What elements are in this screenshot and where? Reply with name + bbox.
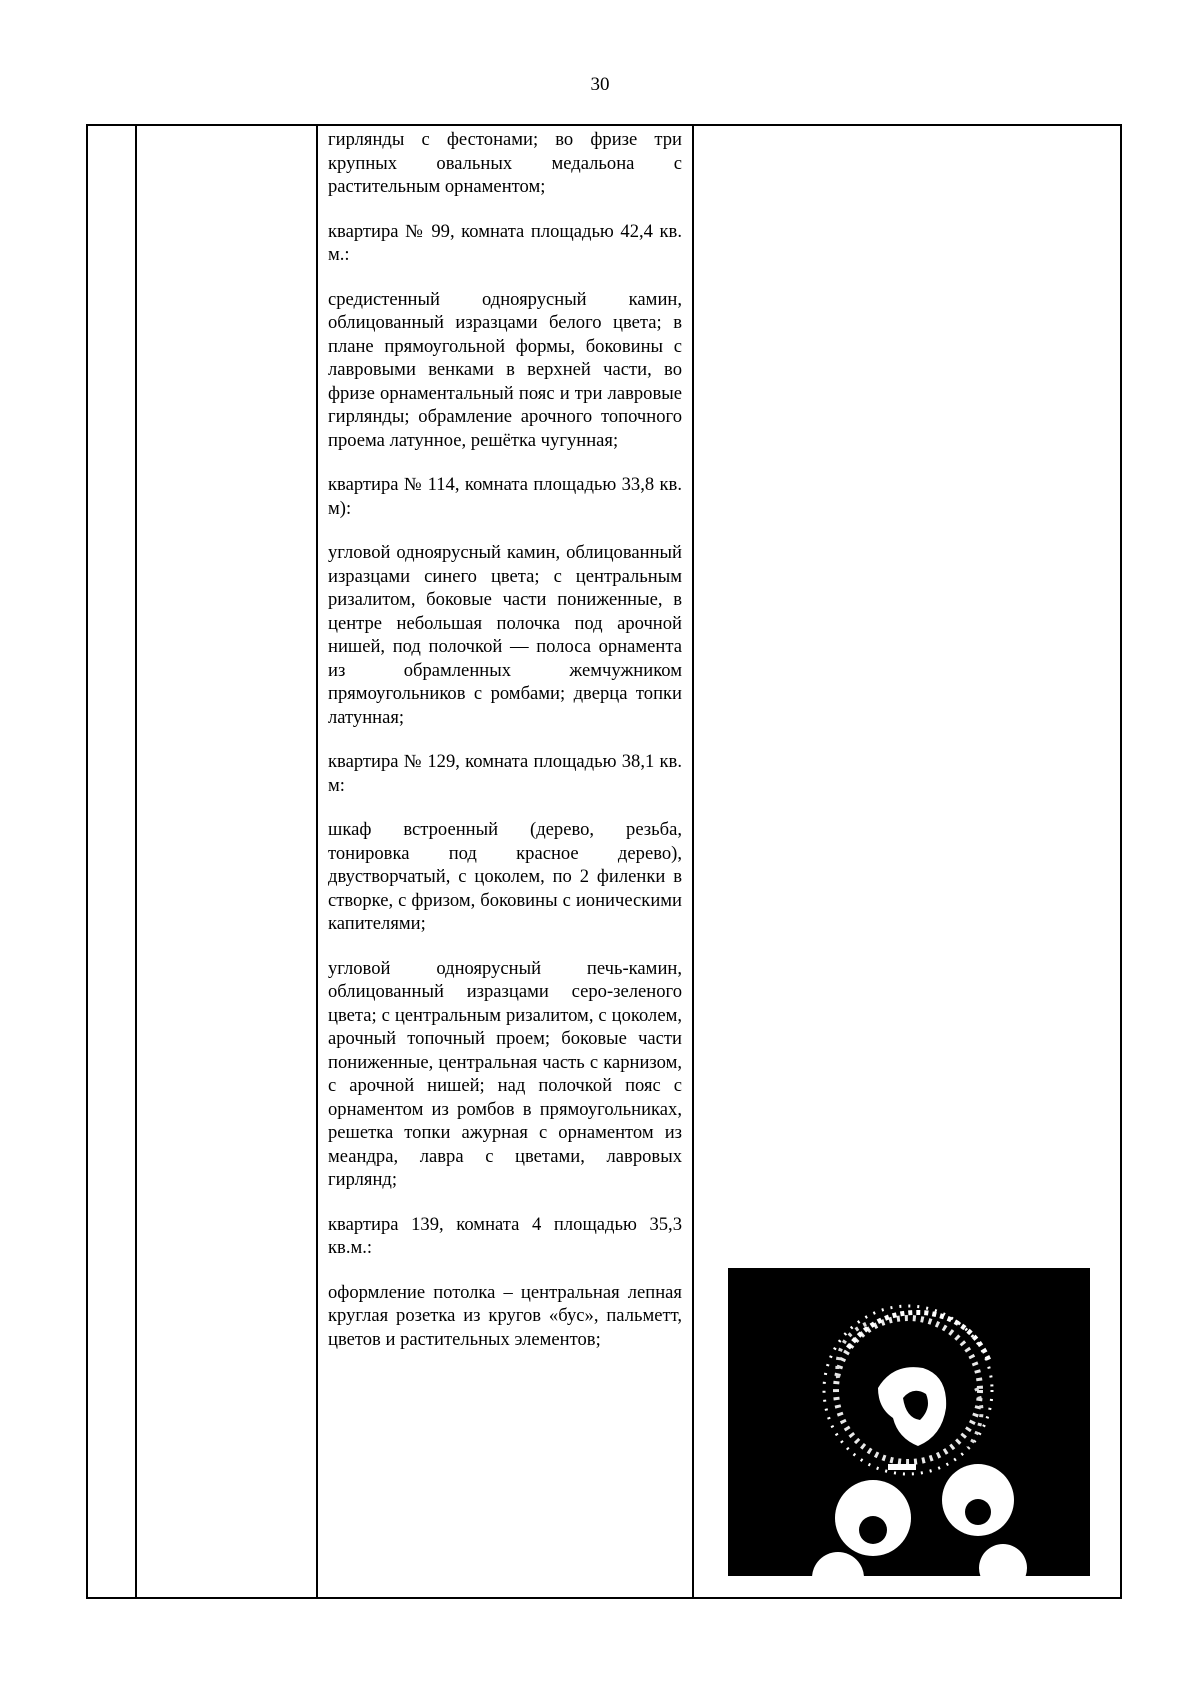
description-paragraph: угловой одноярусный камин, облицованный изразцами синего цвета; с центральным ризалитом, боковые части пониженные, в центре небольшая полочка под арочной нишей, под полочкой — полоса орнамента из обрамленных жемчужником прямоугольников с ромбами; дверца топки латунная;: [328, 542, 682, 728]
ceiling-rosette-photo: [728, 1268, 1090, 1576]
column-divider: [135, 126, 137, 1597]
column-divider: [316, 126, 318, 1597]
column-divider: [692, 126, 694, 1597]
description-paragraph: угловой одноярусный печь-камин, облицованный изразцами серо-зеленого цвета; с центральным ризалитом, с цоколем, арочный топочный проем; боковые части пониженные, центральная часть с карнизом, с арочной нишей; над полочкой пояс с орнаментом из ромбов в прямоугольниках, решетка топки ажурная с орнаментом из меандра, лавра с цветами, лавровых гирлянд;: [328, 957, 682, 1190]
page-number: 30: [590, 74, 610, 95]
apartment-heading: квартира № 114, комната площадью 33,8 кв. м):: [328, 474, 682, 519]
apartment-heading: квартира № 99, комната площадью 42,4 кв. м.:: [328, 220, 682, 265]
description-paragraph: шкаф встроенный (дерево, резьба, тонировка под красное дерево), двустворчатый, с цоколем, по 2 филенки в створке, с фризом, боковины с ионическими капителями;: [328, 819, 682, 934]
apartment-heading: квартира 139, комната 4 площадью 35,3 кв.м.:: [328, 1213, 682, 1258]
apartment-heading: квартира № 129, комната площадью 38,1 кв. м:: [328, 751, 682, 796]
document-table: [86, 124, 1122, 1599]
description-paragraph: оформление потолка – центральная лепная круглая розетка из кругов «бус», пальметт, цветов и растительных элементов;: [328, 1281, 682, 1350]
description-column: [328, 128, 682, 1351]
description-paragraph: гирлянды с фестонами; во фризе три крупных овальных медальона с растительным орнаментом;: [328, 129, 682, 197]
photo-image: [728, 1268, 1090, 1576]
description-paragraph: средистенный одноярусный камин, облицованный изразцами белого цвета; в плане прямоугольной формы, боковины с лавровыми венками в верхней части, во фризе орнаментальный пояс и три лавровые гирлянды; обрамление арочного топочного проема латунное, решётка чугунная;: [328, 288, 682, 451]
